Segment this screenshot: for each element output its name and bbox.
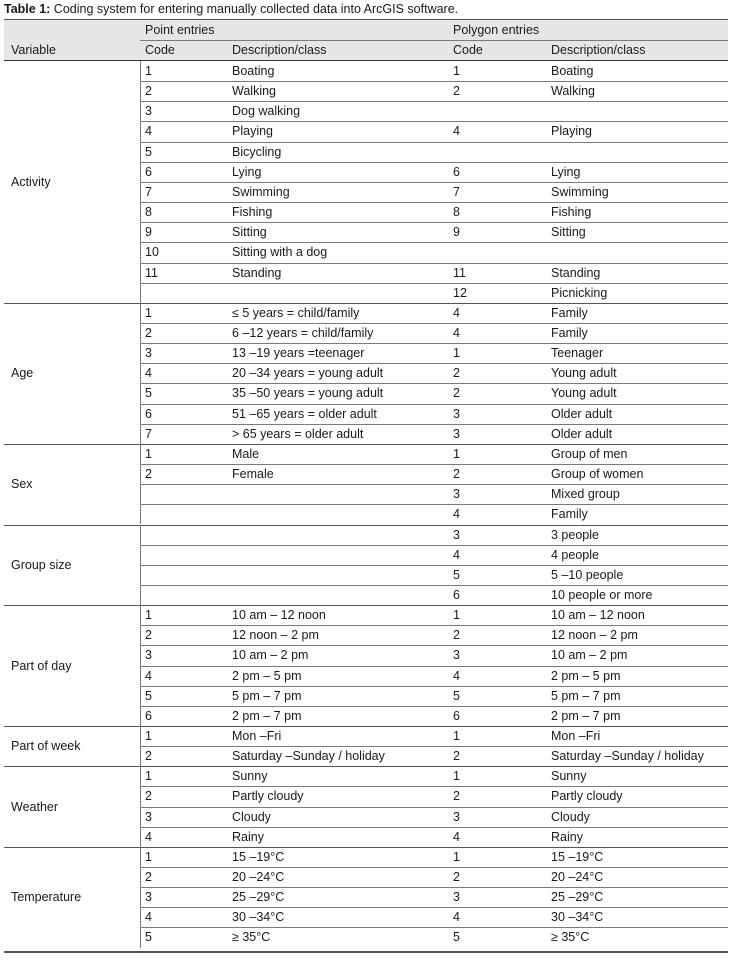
table-cell-polygon-code: 1: [453, 608, 460, 622]
table-cell-point-code: 2: [145, 467, 152, 481]
table-cell-point-description: 51 –65 years = older adult: [232, 406, 377, 421]
group-divider: [4, 847, 728, 848]
table-cell-polygon-description: 2 pm – 5 pm: [551, 668, 621, 683]
table-cell-polygon-code: 4: [453, 547, 460, 562]
bottom-rule: [4, 951, 728, 953]
table-cell-point-description: ≤ 5 years = child/family: [232, 305, 360, 320]
table-cell-polygon-description: 5 pm – 7 pm: [551, 688, 621, 703]
table-cell-polygon-code: 6: [453, 587, 460, 602]
table-cell-polygon-description: Family: [551, 305, 588, 320]
row-divider: [140, 101, 728, 102]
variable-column-divider: [140, 444, 141, 525]
table-cell-polygon-description: Family: [551, 325, 588, 340]
header-bottom-rule: [4, 60, 728, 61]
table-cell-polygon-description: Older adult: [551, 426, 613, 441]
table-cell-polygon-code: 1: [453, 64, 460, 78]
table-cell-point-description: Standing: [232, 265, 282, 280]
table-cell-polygon-code: 5: [453, 930, 460, 945]
row-divider: [140, 424, 728, 425]
group-divider: [4, 766, 728, 767]
table-cell-point-description: Sitting: [232, 225, 267, 240]
table-cell-point-code: 2: [145, 749, 152, 764]
table-cell-polygon-description: 3 people: [551, 527, 599, 542]
variable-label: Part of week: [11, 739, 81, 754]
table-cell-point-code: 6: [145, 406, 152, 421]
table-cell-point-code: 8: [145, 205, 152, 219]
table-cell-point-code: 3: [145, 346, 152, 361]
table-cell-polygon-code: 4: [453, 124, 460, 139]
table-cell-point-description: 10 am – 12 noon: [232, 608, 326, 622]
table-cell-point-description: Female: [232, 467, 274, 481]
table-cell-point-code: 7: [145, 184, 152, 199]
table-cell-point-code: 1: [145, 608, 152, 622]
row-divider: [140, 625, 728, 626]
table-cell-point-description: Rainy: [232, 829, 264, 844]
table-cell-point-code: 5: [145, 144, 152, 159]
variable-label: Temperature: [11, 890, 82, 905]
table-cell-point-code: 1: [145, 446, 152, 461]
table-cell-polygon-description: Family: [551, 507, 588, 522]
table-cell-polygon-description: Saturday –Sunday / holiday: [551, 749, 704, 764]
header-polygon-description: Description/class: [551, 43, 646, 57]
variable-column-divider: [140, 303, 141, 444]
table-cell-polygon-code: 3: [453, 890, 460, 905]
caption-label: Table 1:: [4, 2, 51, 16]
table-caption: [4, 0, 458, 18]
table-cell-polygon-description: Fishing: [551, 205, 592, 219]
row-divider: [140, 686, 728, 687]
table-cell-point-code: 2: [145, 789, 152, 804]
table-cell-point-code: 2: [145, 325, 152, 340]
header-variable: Variable: [11, 43, 56, 57]
table-cell-polygon-description: Swimming: [551, 184, 609, 199]
table-cell-polygon-description: Mon –Fri: [551, 728, 601, 743]
row-divider: [140, 827, 728, 828]
table-cell-polygon-code: 1: [453, 446, 460, 461]
table-cell-polygon-description: Lying: [551, 164, 581, 179]
table-cell-point-code: 3: [145, 104, 152, 119]
table-cell-polygon-code: 3: [453, 648, 460, 663]
row-divider: [140, 81, 728, 82]
row-divider: [140, 786, 728, 787]
table-cell-polygon-code: 4: [453, 305, 460, 320]
group-divider: [4, 726, 728, 727]
table-cell-polygon-description: Mixed group: [551, 487, 620, 502]
table-cell-point-code: 2: [145, 870, 152, 884]
table-cell-polygon-description: Cloudy: [551, 809, 590, 824]
table-cell-point-description: 2 pm – 7 pm: [232, 708, 302, 723]
row-divider: [140, 383, 728, 384]
table-cell-polygon-description: Standing: [551, 265, 601, 280]
row-divider: [140, 807, 728, 808]
table-cell-point-code: 6: [145, 708, 152, 723]
table-cell-polygon-code: 4: [453, 910, 460, 925]
table-cell-polygon-code: 3: [453, 809, 460, 824]
header-polygon-code: Code: [453, 43, 483, 57]
row-divider: [140, 484, 728, 485]
table-cell-polygon-code: 2: [453, 467, 460, 481]
table-cell-polygon-description: Sunny: [551, 769, 587, 784]
variable-label: Group size: [11, 557, 72, 572]
table-cell-point-code: 7: [145, 426, 152, 441]
table-cell-polygon-code: 2: [453, 749, 460, 764]
variable-column-divider: [140, 766, 141, 847]
table-cell-polygon-code: 5: [453, 688, 460, 703]
table-cell-point-description: 20 –34 years = young adult: [232, 366, 384, 381]
table-cell-point-code: 1: [145, 849, 152, 864]
table-cell-polygon-code: 8: [453, 205, 460, 219]
table-cell-polygon-code: 2: [453, 84, 460, 99]
table-cell-point-description: Dog walking: [232, 104, 301, 119]
row-divider: [140, 162, 728, 163]
variable-label: Sex: [11, 477, 33, 492]
table-cell-point-code: 9: [145, 225, 152, 240]
table-cell-polygon-code: 2: [453, 789, 460, 804]
header-point-code: Code: [145, 43, 175, 57]
row-divider: [140, 545, 728, 546]
table-cell-point-code: 1: [145, 305, 152, 320]
variable-column-divider: [140, 605, 141, 726]
table-cell-polygon-code: 4: [453, 325, 460, 340]
table-cell-polygon-code: 1: [453, 728, 460, 743]
table-cell-polygon-code: 1: [453, 849, 460, 864]
table-cell-point-description: Partly cloudy: [232, 789, 304, 804]
row-divider: [140, 323, 728, 324]
group-divider: [4, 525, 728, 526]
table-cell-polygon-code: 1: [453, 346, 460, 361]
header-point-entries: Point entries: [145, 23, 215, 37]
table-cell-polygon-code: 4: [453, 668, 460, 683]
row-divider: [140, 222, 728, 223]
table-cell-point-description: Male: [232, 446, 260, 461]
table-cell-polygon-description: Partly cloudy: [551, 789, 623, 804]
table-cell-point-code: 4: [145, 366, 152, 381]
table-cell-point-description: 15 –19°C: [232, 849, 285, 864]
row-divider: [140, 666, 728, 667]
table-cell-polygon-description: 5 –10 people: [551, 567, 624, 582]
header-polygon-entries: Polygon entries: [453, 23, 540, 37]
table-cell-point-code: 5: [145, 386, 152, 401]
table-cell-polygon-code: 4: [453, 507, 460, 522]
table-cell-polygon-description: Young adult: [551, 386, 617, 401]
table-cell-point-code: 11: [145, 265, 158, 280]
row-divider: [140, 363, 728, 364]
table-cell-point-description: 6 –12 years = child/family: [232, 325, 374, 340]
row-divider: [140, 706, 728, 707]
table-cell-polygon-code: 2: [453, 628, 460, 643]
table-cell-point-code: 1: [145, 64, 152, 78]
variable-label: Activity: [11, 174, 51, 189]
table-cell-polygon-code: 7: [453, 184, 460, 199]
table-cell-point-code: 1: [145, 728, 152, 743]
row-divider: [140, 867, 728, 868]
table-cell-polygon-code: 3: [453, 426, 460, 441]
row-divider: [140, 887, 728, 888]
table-cell-point-description: 30 –34°C: [232, 910, 285, 925]
table-cell-point-code: 5: [145, 688, 152, 703]
table-cell-point-code: 10: [145, 245, 159, 260]
table-cell-polygon-description: ≥ 35°C: [551, 930, 590, 945]
variable-column-divider: [140, 726, 141, 766]
row-divider: [140, 263, 728, 264]
table-cell-point-description: 5 pm – 7 pm: [232, 688, 302, 703]
table-cell-point-code: 3: [145, 648, 152, 663]
table-cell-point-code: 2: [145, 628, 152, 643]
row-divider: [140, 565, 728, 566]
table-cell-point-description: 10 am – 2 pm: [232, 648, 309, 663]
row-divider: [140, 121, 728, 122]
variable-column-divider: [140, 847, 141, 948]
table-cell-polygon-description: 30 –34°C: [551, 910, 604, 925]
table-cell-polygon-code: 6: [453, 164, 460, 179]
table-cell-polygon-code: 5: [453, 567, 460, 582]
table-cell-polygon-description: Sitting: [551, 225, 586, 240]
table-cell-polygon-code: 12: [453, 285, 467, 300]
table-cell-polygon-description: Rainy: [551, 829, 583, 844]
row-divider: [140, 645, 728, 646]
table-cell-point-description: Cloudy: [232, 809, 271, 824]
table-cell-point-code: 6: [145, 164, 152, 179]
table-cell-polygon-description: 10 people or more: [551, 587, 653, 602]
row-divider: [140, 504, 728, 505]
group-divider: [4, 303, 728, 304]
table-cell-polygon-code: 2: [453, 870, 460, 884]
table-cell-point-description: 25 –29°C: [232, 890, 285, 905]
table-cell-point-description: Walking: [232, 84, 276, 99]
table-cell-point-description: 12 noon – 2 pm: [232, 628, 319, 643]
table-cell-polygon-code: 2: [453, 366, 460, 381]
table-cell-point-description: Sunny: [232, 769, 268, 784]
variable-label: Weather: [11, 799, 59, 814]
variable-column-divider: [140, 61, 141, 303]
table-cell-polygon-description: 15 –19°C: [551, 849, 604, 864]
table-cell-point-description: Mon –Fri: [232, 728, 282, 743]
table-cell-point-description: Lying: [232, 164, 262, 179]
table-cell-polygon-description: 2 pm – 7 pm: [551, 708, 621, 723]
table-cell-polygon-code: 3: [453, 527, 460, 542]
table-cell-polygon-description: Playing: [551, 124, 592, 139]
table-cell-polygon-description: Older adult: [551, 406, 613, 421]
table-cell-point-code: 4: [145, 124, 152, 139]
table-cell-point-description: 2 pm – 5 pm: [232, 668, 302, 683]
table-cell-polygon-description: 12 noon – 2 pm: [551, 628, 638, 643]
variable-label: Part of day: [11, 658, 72, 673]
table-cell-polygon-code: 11: [453, 265, 466, 280]
table-cell-polygon-code: 3: [453, 487, 460, 502]
table-cell-point-description: Fishing: [232, 205, 273, 219]
table-cell-polygon-description: 4 people: [551, 547, 599, 562]
table-cell-polygon-description: Young adult: [551, 366, 617, 381]
table-cell-point-description: 20 –24°C: [232, 870, 285, 884]
table-cell-point-code: 4: [145, 668, 152, 683]
table-cell-point-code: 4: [145, 829, 152, 844]
table-cell-point-description: Bicycling: [232, 144, 282, 159]
table-cell-polygon-description: 20 –24°C: [551, 870, 604, 884]
table-cell-point-code: 3: [145, 890, 152, 905]
variable-label: Age: [11, 366, 34, 381]
table-cell-point-description: 13 –19 years =teenager: [232, 346, 365, 361]
row-divider: [140, 242, 728, 243]
table-cell-polygon-code: 2: [453, 386, 460, 401]
table-cell-point-description: ≥ 35°C: [232, 930, 271, 945]
table-cell-polygon-description: Group of women: [551, 467, 644, 481]
table-cell-polygon-code: 9: [453, 225, 460, 240]
row-divider: [140, 907, 728, 908]
row-divider: [140, 343, 728, 344]
table-cell-polygon-description: 25 –29°C: [551, 890, 604, 905]
table-cell-polygon-description: Picnicking: [551, 285, 608, 300]
table-cell-polygon-code: 1: [453, 769, 460, 784]
row-divider: [140, 202, 728, 203]
row-divider: [140, 283, 728, 284]
row-divider: [140, 182, 728, 183]
table-cell-polygon-code: 4: [453, 829, 460, 844]
table-cell-point-code: 3: [145, 809, 152, 824]
table-cell-polygon-description: Walking: [551, 84, 595, 99]
table-cell-polygon-description: 10 am – 2 pm: [551, 648, 628, 663]
variable-column-divider: [140, 525, 141, 606]
table-cell-point-code: 4: [145, 910, 152, 925]
row-divider: [140, 404, 728, 405]
table-cell-point-code: 5: [145, 930, 152, 945]
table-cell-polygon-description: Group of men: [551, 446, 628, 461]
caption-text: Coding system for entering manually collected data into ArcGIS software.: [50, 2, 459, 16]
table-cell-polygon-code: 6: [453, 708, 460, 723]
table-cell-polygon-description: Boating: [551, 64, 594, 78]
table-cell-polygon-code: 3: [453, 406, 460, 421]
row-divider: [140, 927, 728, 928]
table-cell-polygon-description: 10 am – 12 noon: [551, 608, 645, 622]
table-cell-point-description: Sitting with a dog: [232, 245, 328, 260]
table-cell-point-description: 35 –50 years = young adult: [232, 386, 384, 401]
table-cell-polygon-description: Teenager: [551, 346, 604, 361]
table-cell-point-description: Playing: [232, 124, 273, 139]
table-cell-point-description: > 65 years = older adult: [232, 426, 364, 441]
table-cell-point-code: 2: [145, 84, 152, 99]
table-cell-point-description: Swimming: [232, 184, 290, 199]
table-cell-point-description: Boating: [232, 64, 275, 78]
header-point-description: Description/class: [232, 43, 327, 57]
table-cell-point-description: Saturday –Sunday / holiday: [232, 749, 385, 764]
row-divider: [140, 142, 728, 143]
table-cell-point-code: 1: [145, 769, 152, 784]
